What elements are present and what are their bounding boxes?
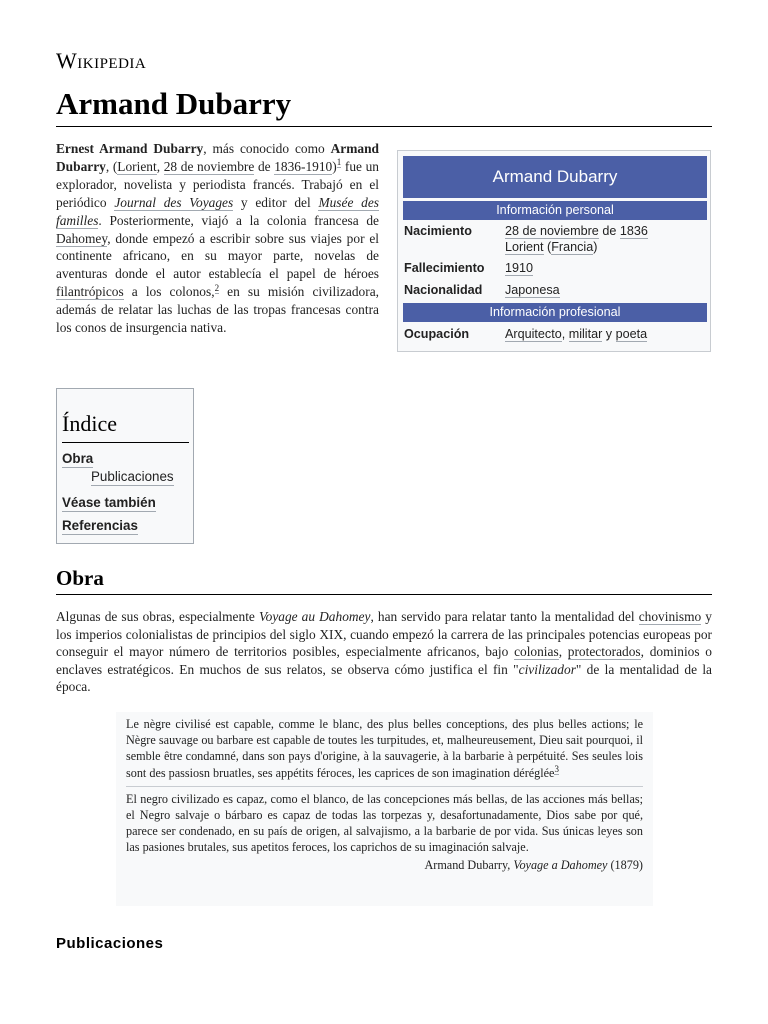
quote-author: Armand Dubarry, (424, 857, 514, 872)
link-francia[interactable]: Francia (551, 240, 594, 254)
obra-text: , han servido para relatar tanto la mentalidad del (370, 609, 639, 624)
link-lorient[interactable]: Lorient (117, 158, 157, 174)
link-chovinismo[interactable]: chovinismo (638, 609, 702, 624)
infobox (397, 150, 711, 352)
lead-text: de (254, 158, 275, 174)
lead-text: , más conocido como (203, 141, 331, 156)
link-japonesa[interactable]: Japonesa (505, 283, 560, 297)
lead-text: y editor del (233, 194, 319, 210)
obra-text: Algunas de sus obras, especialmente (56, 609, 259, 624)
infobox-occupation-value (505, 326, 705, 342)
quote-french-text: Le nègre civilisé est capable, comme le blanc, des plus belles conceptions, des plus belles actions; le Nègre sauvage ou barbare est capable de toutes les turpitudes, et, malheureusement, Dieu sait pourquoi, il semble être condamné, dans son pays d'origine, à la sauvagerie, à la barbarie à perpétuité. Ses seules lois sont des passiosn bruatles, ses appétits féroces, les caprices de son imagination déréglée (126, 717, 643, 780)
link-arquitecto[interactable]: Arquitecto (505, 327, 562, 341)
link-protectorados[interactable]: protectorados (567, 644, 641, 659)
infobox-text: , (561, 327, 569, 341)
infobox-nationality-value (505, 282, 705, 298)
infobox-section-personal: Información personal (403, 201, 707, 220)
infobox-nationality-label: Nacionalidad (404, 283, 483, 297)
quote-year: (1879) (607, 857, 643, 872)
quote-block (116, 712, 653, 906)
link-years[interactable]: 1836-1910 (274, 158, 333, 174)
link-journal-des-voyages[interactable]: Journal des Voyages (114, 194, 234, 210)
lead-paragraph (56, 140, 379, 337)
lead-text: a los colonos, (123, 284, 215, 300)
section-heading-obra: Obra (56, 566, 104, 590)
lead-text: , donde empezó a escribir sobre sus viajes por el continente africano, en su mayor parte, novelas de aventuras donde el autor establecía el papel de héroes (56, 230, 379, 282)
obra-paragraph (56, 608, 712, 696)
lead-known-as: Armand Dubarry (56, 141, 379, 174)
link-death-year[interactable]: 1910 (505, 261, 534, 275)
link-militar[interactable]: militar (568, 327, 603, 341)
reference-2[interactable]: 2 (214, 282, 220, 293)
obra-text: , dominios o enclaves estratégicos. En muchos de sus relatos, se observa cómo justifica el fin " (56, 644, 712, 677)
infobox-text: y (602, 327, 616, 341)
quote-divider (126, 786, 643, 787)
infobox-death-value (505, 260, 705, 276)
reference-1[interactable]: 1 (336, 157, 342, 168)
quote-citation (126, 857, 643, 873)
obra-text: y los imperios colonialistas de principios del siglo XIX, cuando empezó la carrera de las principales potencias europeas por conseguir el mayor número de territorios posibles, especialmente africanos, bajo (56, 609, 712, 659)
infobox-text: de (598, 224, 620, 238)
infobox-title: Armand Dubarry (403, 156, 707, 198)
reference-3[interactable]: 3 (554, 763, 559, 774)
link-dahomey[interactable]: Dahomey (56, 230, 108, 246)
link-filantropicos[interactable]: filantrópicos (56, 284, 124, 300)
wikipedia-wordmark[interactable]: Wikipedia (56, 48, 147, 73)
infobox-text: ( (543, 240, 552, 254)
toc-item-obra[interactable]: Obra (62, 451, 94, 466)
obra-text: " de la mentalidad de la época. (56, 661, 712, 694)
lead-text: , ( (105, 158, 118, 174)
lead-text: en su misión civilizadora, además de relatar las luchas de las tropas francesas contra los conos de insurgencia nativa. (56, 284, 379, 336)
toc-item-vease-tambien[interactable]: Véase también (62, 495, 156, 510)
obra-text: , (558, 644, 568, 659)
infobox-birth-value (505, 223, 705, 255)
lead-text: fue un explorador, novelista y periodista francés. Trabajó en el periódico (56, 158, 379, 210)
toc-item-publicaciones[interactable]: Publicaciones (91, 469, 174, 484)
infobox-text: ) (593, 240, 598, 254)
civilizador-term: civilizador (518, 661, 576, 677)
infobox-birth-label: Nacimiento (404, 224, 472, 238)
infobox-death-label: Fallecimiento (404, 261, 485, 275)
link-birth-date[interactable]: 28 de noviembre (505, 224, 599, 238)
lead-full-name: Ernest Armand Dubarry (56, 141, 204, 156)
infobox-section-professional: Información profesional (403, 303, 707, 322)
lead-text: . Posteriormente, viajó a la colonia francesa de (98, 212, 379, 228)
page-title: Armand Dubarry (56, 86, 292, 121)
table-of-contents (56, 388, 194, 544)
link-lorient[interactable]: Lorient (505, 240, 544, 254)
toc-item-referencias[interactable]: Referencias (62, 518, 138, 533)
link-birth-year[interactable]: 1836 (619, 224, 648, 238)
link-colonias[interactable]: colonias (514, 644, 559, 659)
link-musee-des-familles[interactable]: Musée des familles (56, 194, 379, 228)
link-poeta[interactable]: poeta (615, 327, 648, 341)
link-birth-date[interactable]: 28 de noviembre (163, 158, 255, 174)
quote-spanish: El negro civilizado es capaz, como el blanco, de las concepciones más bellas, de las acciones más bellas; el Negro salvaje o bárbaro es capaz de todas las torpezas y, desafortunadamente, Dios sabe por qué, parece ser condenado, en su país de origen, al salvajismo, a la barbarie de por vida. Sus únicas leyes son las pasiones brutales, sus apetitos feroces, los caprichos de su imaginación salvaje. (126, 791, 643, 855)
quote-french (126, 716, 643, 781)
toc-title: Índice (62, 411, 117, 436)
section-divider (56, 594, 712, 595)
infobox-occupation-label: Ocupación (404, 327, 470, 341)
lead-text: , (156, 158, 164, 174)
quote-work: Voyage a Dahomey (513, 857, 608, 872)
section-heading-publicaciones: Publicaciones (56, 935, 164, 952)
title-divider (56, 126, 712, 127)
toc-divider (62, 442, 189, 443)
voyage-title: Voyage au Dahomey (258, 609, 371, 624)
lead-text: ) (332, 158, 337, 174)
